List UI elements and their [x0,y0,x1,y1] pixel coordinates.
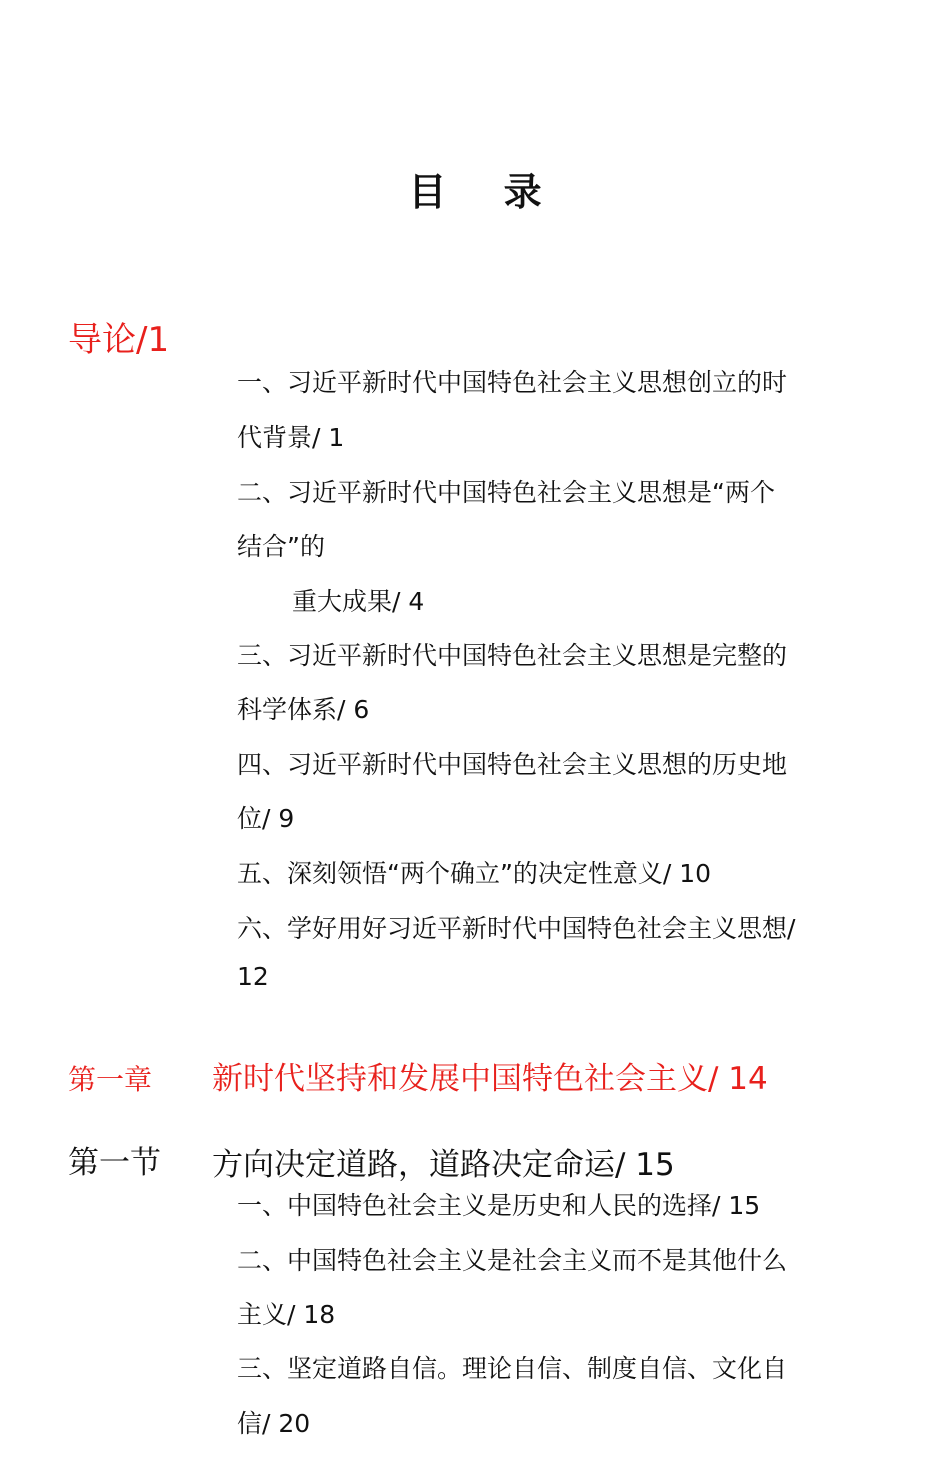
toc-entry: 三、习近平新时代中国特色社会主义思想是完整的 [237,641,788,670]
toc-entry: 四、习近平新时代中国特色社会主义思想的历史地 [237,750,788,779]
toc-entry: 一、习近平新时代中国特色社会主义思想创立的时 [237,368,788,397]
toc-entry: 二、中国特色社会主义是社会主义而不是其他什么 [237,1246,788,1275]
toc-entry: 主义/ 18 [237,1300,336,1329]
section-label: 第一节 [68,1145,161,1181]
chapter-title: 新时代坚持和发展中国特色社会主义/ 14 [212,1061,768,1097]
toc-entry: 重大成果/ 4 [292,587,425,616]
toc-entry: 位/ 9 [237,804,295,833]
toc-entry: 五、深刻领悟“两个确立”的决定性意义/ 10 [237,859,712,888]
toc-entry: 二、习近平新时代中国特色社会主义思想是“两个 [237,478,775,507]
toc-entry: 六、学好用好习近平新时代中国特色社会主义思想/ [237,914,796,943]
chapter-label: 第一章 [68,1063,153,1096]
toc-entry: 科学体系/ 6 [237,695,370,724]
section-title: 方向决定道路，道路决定命运/ 15 [212,1147,675,1183]
page-title: 目 录 [408,170,564,214]
intro-heading: 导论/1 [68,320,170,360]
toc-entry: 代背景/ 1 [237,423,345,452]
toc-entry: 信/ 20 [237,1409,311,1438]
toc-entry: 结合”的 [237,532,325,561]
toc-entry: 12 [237,962,269,991]
toc-entry: 一、中国特色社会主义是历史和人民的选择/ 15 [237,1191,761,1220]
toc-entry: 三、坚定道路自信。理论自信、制度自信、文化自 [237,1354,788,1383]
